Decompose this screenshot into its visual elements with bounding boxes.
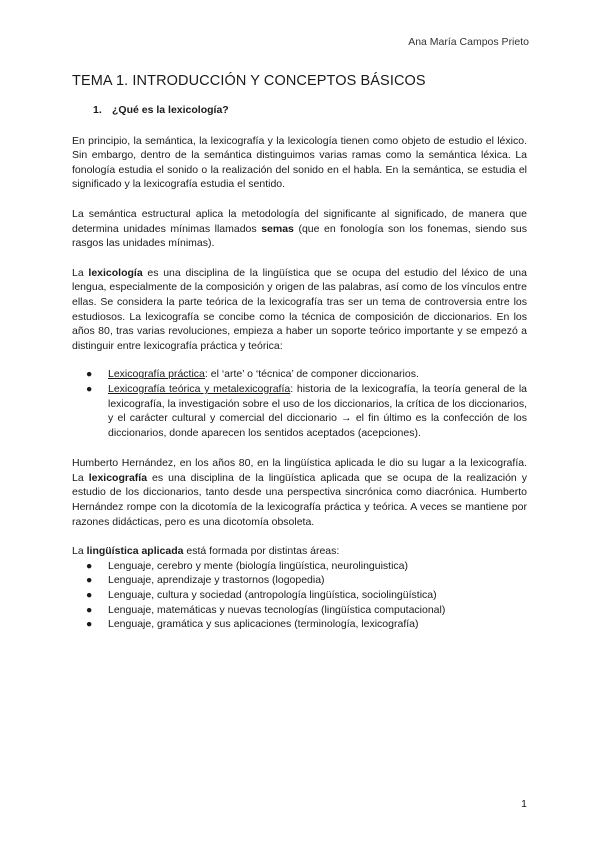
term-lexicografia: lexicografía [88,471,148,484]
bullet-icon: ● [86,368,93,381]
section-heading [93,103,527,118]
paragraph-5-text-a: La [72,545,87,558]
paragraph-2-text-a: La semántica estructural aplica la metodología del significante al significado, de manera que determina unidades mínimas llamados [72,207,527,235]
paragraph-3 [72,266,527,354]
list-item-text: Lenguaje, gramática y sus aplicaciones (terminología, lexicografía) [108,618,419,631]
list-item-text: Lenguaje, aprendizaje y trastornos (logopedia) [108,574,325,587]
bullet-icon: ● [86,574,93,587]
list-item-text: Lenguaje, cultura y sociedad (antropología lingüística, sociolingüística) [108,589,437,602]
paragraph-4 [72,456,527,529]
list-item [72,559,527,574]
paragraph-1: En principio, la semántica, la lexicografía y la lexicología tienen como objeto de estudio el léxico. Sin embargo, dentro de la semántica distinguimos varias ramas como la semántica léxica. La fonología estudia el sonido o la realización del sonido en el habla. En la semántica, se estudia el significado y la lexicografía estudia el sentido. [72,134,527,191]
list-item-text: : el ‘arte’ o ‘técnica’ de componer diccionarios. [204,368,419,381]
section-number: 1. [93,104,102,116]
section-title: ¿Qué es la lexicología? [112,104,229,116]
areas-list [72,559,527,632]
bullet-icon: ● [86,382,93,395]
bullet-icon: ● [86,603,93,616]
paragraph-2 [72,207,527,251]
paragraph-5-text-c: está formada por distintas áreas: [183,545,340,558]
paragraph-4-text-c: es una disciplina de la lingüística aplicada que se ocupa de la realización y estudio de los diccionarios, tanto desde una perspectiva sincrónica como diacrónica. Humberto Hernández rompe con la dicotomía de la lexicografía práctica y teórica. A veces se mantiene por razones didácticas, pero es una dicotomía obsoleta. [72,471,527,528]
list-item [72,617,527,632]
lexicography-types-list [72,367,527,440]
list-item [72,382,527,440]
document-body [72,103,527,632]
bullet-icon: ● [86,618,93,631]
bullet-icon: ● [86,559,93,572]
list-item [72,603,527,618]
list-item-text: Lenguaje, cerebro y mente (biología lingüística, neurolinguistica) [108,559,409,572]
paragraph-4-text-a: Humberto Hernández, en los años 80, en la lingüística aplicada le dio su lugar a la lexicografía. La [72,457,527,484]
term-semas: semas [261,222,294,235]
term-lexicologia: lexicología [88,266,143,279]
paragraph-3-text-a: La [72,266,89,279]
document-title: TEMA 1. INTRODUCCIÓN Y CONCEPTOS BÁSICOS [72,73,426,89]
list-item-term: Lexicografía práctica [108,368,205,381]
page-number: 1 [521,798,527,810]
paragraph-3-text-c: es una disciplina de la lingüística que se ocupa del estudio del léxico de una lengua, especialmente de la composición y origen de las palabras, así como de los vínculos entre ellas. Se considera la parte teórica de la lexicografía tras ser un tema de controversia entre los estudiosos. La lexicografía se concibe como la técnica de composición de diccionarios. En los años 80, tras varias revoluciones, empieza a haber un soporte teórico importante y se empezó a distinguir entre lexicografía práctica y teórica: [72,266,527,352]
list-item [72,573,527,588]
paragraph-5 [72,544,527,559]
list-item [72,367,527,382]
bullet-icon: ● [86,589,93,602]
list-item-text: : historia de la lexicografía, la teoría general de la lexicografía, la investigación sobre el uso de los diccionarios, la crítica de los diccionarios, y el carácter cultural y comercial del diccionario → el fin último es la confección de los diccionarios, donde aparecen los sentidos aceptados (acepciones). [108,382,527,439]
list-item [72,588,527,603]
author-name: Ana María Campos Prieto [408,36,529,48]
list-item-term: Lexicografía teórica y metalexicografía [108,382,291,395]
list-item-text: Lenguaje, matemáticas y nuevas tecnologías (lingüística computacional) [108,603,446,616]
term-linguistica-aplicada: lingüística aplicada [86,545,184,558]
paragraph-2-text-c: (que en fonología son los fonemas, siendo sus rasgos las unidades mínimas). [72,222,527,250]
